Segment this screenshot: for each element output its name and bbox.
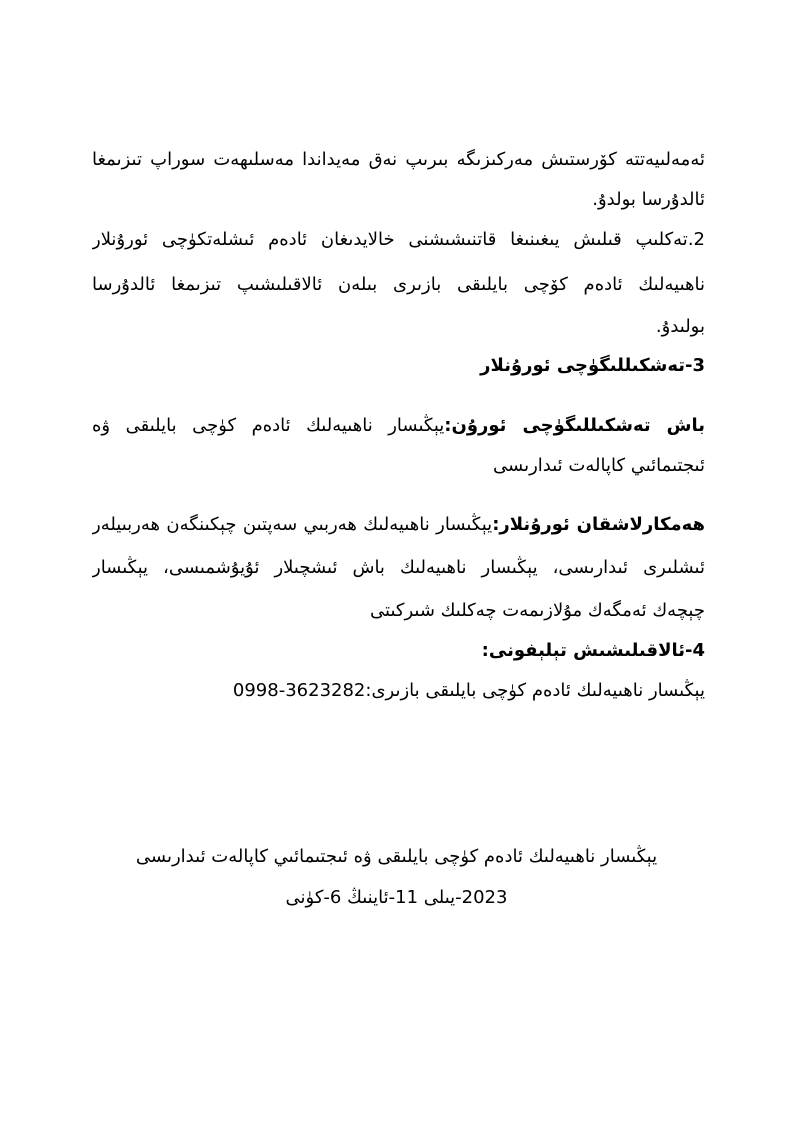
organizer-label: باش تەشكىللىگۈچى ئورۇن:	[444, 415, 705, 436]
signature-date: 2023-يىلى 11-ئاينىڭ 6-كۈنى	[285, 887, 508, 908]
contact-phone: يېڭىسار ناھىيەلىك ئادەم كۈچى بايلىقى بازىرى:3623282-0998	[232, 680, 705, 701]
partners-line-3: چېچەك ئەمگەك مۇلازىمەت چەكلىك شىركىتى	[370, 600, 705, 621]
paragraph-2-line-1: 2.تەكلىپ قىلىش يىغىنىغا قاتنىشىشنى خالايدىغان ئادەم ئىشلەتكۈچى ئورۇنلار	[92, 229, 705, 250]
partners-line-1	[92, 511, 705, 539]
paragraph-2-line-2: ناھىيەلىك ئادەم كۆچى بايلىقى بازىرى بىلەن ئالاقىلىشىپ تىزىمغا ئالدۇرسا	[92, 274, 705, 295]
organizer-line-1	[92, 412, 705, 440]
section-3-heading: 3-تەشكىللىگۈچى ئورۇنلار	[480, 355, 705, 376]
partners-line-2: ئىشلىرى ئىدارىسى، يېڭىسار ناھىيەلىك باش ئىشچىلار ئۇيۇشمىسى، يېڭىسار	[92, 557, 705, 578]
paragraph-2-line-3: بولىدۇ.	[655, 316, 705, 337]
section-4-heading: 4-ئالاقىلىشىش تېلېفونى:	[481, 640, 705, 661]
paragraph-1-line-1: ئەمەلىيەتتە كۆرستىش مەركىزىگە بىرىپ نەق مەيداندا مەسلىھەت سوراپ تىزىمغا	[92, 149, 705, 170]
partners-text: يېڭىسار ناھىيەلىك ھەربىي سەپتىن چېكىنگەن ھەربىيلەر	[92, 514, 493, 535]
organizer-line-2: ئىجتىمائىي كاپالەت ئىدارىسى	[493, 455, 705, 476]
partners-label: ھەمكارلاشقان ئورۇنلار:	[492, 514, 705, 535]
signature-organization: يېڭىسار ناھىيەلىك ئادەم كۈچى بايلىقى ۋە ئىجتىمائىي كاپالەت ئىدارىسى	[135, 846, 658, 867]
organizer-text: يېڭىسار ناھىيەلىك ئادەم كۈچى بايلىقى ۋە	[92, 415, 445, 436]
paragraph-1-line-2: ئالدۇرسا بولدۇ.	[592, 189, 705, 210]
